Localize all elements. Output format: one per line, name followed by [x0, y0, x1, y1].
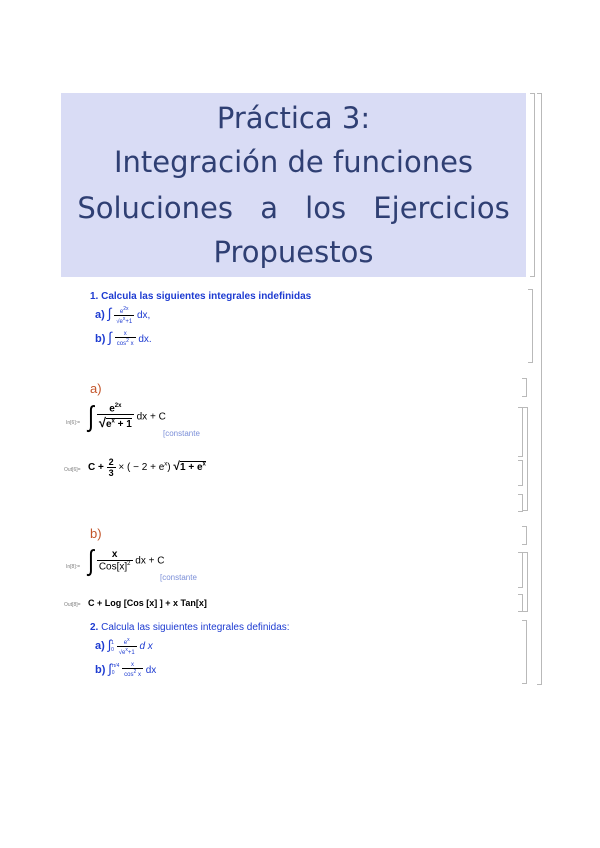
denominator-tail: x: [137, 672, 141, 679]
differential: dx,: [136, 310, 151, 321]
result-middle: × ( − 2 + e: [118, 462, 165, 474]
title-line-4: Propuestos: [213, 235, 374, 269]
section1-heading-text: Calcula las siguientes integrales indefinidas: [101, 291, 312, 302]
cell-bracket[interactable]: [528, 289, 533, 363]
item-a-label: a): [95, 309, 105, 321]
section2-heading: [90, 622, 290, 633]
integral-sign-icon: ∫: [108, 329, 113, 345]
exponent: x: [202, 461, 206, 468]
item-b-label: b): [95, 664, 106, 676]
exponent: x: [127, 637, 130, 643]
cell-bracket[interactable]: [518, 594, 523, 612]
integral-sign-icon: ∫: [107, 305, 112, 321]
fraction-denominator: √e: [116, 318, 123, 325]
integral-sign-icon: ∫: [107, 637, 112, 653]
fraction-denominator: 3: [108, 468, 114, 478]
section1-item-b: [95, 329, 152, 347]
sqrt-icon: √: [173, 459, 181, 474]
fraction-denominator: Cos[x]: [98, 561, 128, 573]
differential: dx: [145, 665, 157, 676]
part-a-input[interactable]: [88, 399, 166, 433]
exponent: 2: [133, 669, 137, 676]
part-b-output: C + Log [Cos [x] ] + x Tan[x]: [88, 598, 207, 608]
fraction-denominator: cos: [124, 672, 134, 679]
exponent: x: [122, 315, 126, 322]
lower-limit: 0: [111, 670, 115, 677]
fraction-denominator: cos: [116, 341, 127, 348]
fraction-numerator: e: [123, 640, 128, 646]
fraction-numerator: 2: [108, 457, 114, 467]
input-tag: In[8]:=: [66, 564, 81, 570]
cell-bracket[interactable]: [523, 552, 528, 612]
denominator-tail: x: [130, 341, 134, 348]
cell-bracket[interactable]: [522, 526, 527, 545]
sqrt-icon: √: [98, 415, 106, 431]
fraction-denominator: e: [105, 419, 112, 431]
part-a-output: [88, 457, 206, 478]
denominator-tail: +1: [127, 650, 135, 656]
title-line-2: Integración de funciones: [113, 145, 474, 179]
section1-heading: [90, 291, 311, 302]
exponent: 2x: [123, 305, 129, 312]
section1-number: 1.: [90, 291, 99, 302]
input-tag: In[6]:=: [66, 420, 81, 426]
part-b-label: b): [90, 526, 102, 541]
differential: dx.: [138, 334, 152, 345]
result-tail: ): [167, 462, 171, 474]
root-content: 1 + e: [180, 462, 203, 474]
upper-limit: 1: [111, 639, 114, 646]
result-constant: C +: [88, 462, 104, 474]
cell-bracket[interactable]: [523, 407, 528, 511]
fraction-numerator: e: [109, 403, 115, 415]
integral-sign-icon: ∫: [88, 399, 95, 433]
title-cell: [61, 93, 526, 277]
section2-item-a: [95, 637, 153, 656]
constant-hint: [constante: [160, 573, 197, 582]
part-a-label: a): [90, 381, 102, 396]
cell-bracket[interactable]: [530, 93, 535, 277]
cell-bracket[interactable]: [518, 460, 523, 486]
cell-bracket[interactable]: [518, 494, 523, 512]
exponent: 2: [127, 561, 131, 568]
title-line-1: Práctica 3:: [216, 101, 371, 135]
section2-item-b: [95, 661, 156, 678]
denominator-tail: + 1: [117, 419, 132, 431]
output-tag: Out[8]=: [64, 602, 81, 608]
exponent: 2: [126, 338, 129, 345]
section1-item-a: [95, 305, 150, 325]
lower-limit: 0: [111, 646, 114, 653]
differential: dx + C: [135, 555, 165, 567]
part-b-input[interactable]: [88, 544, 165, 577]
fraction-denominator: √e: [118, 650, 126, 656]
title-line-3: Soluciones a los Ejercicios: [77, 191, 510, 225]
fraction-numerator: x: [97, 549, 133, 561]
exponent: x: [164, 461, 168, 468]
exponent: x: [125, 647, 128, 653]
item-a-label: a): [95, 640, 105, 653]
exponent: 2x: [114, 403, 122, 409]
section2-heading-text: Calcula las siguientes integrales definidas:: [101, 622, 290, 633]
section2-number: 2.: [90, 622, 99, 633]
cell-bracket[interactable]: [522, 378, 527, 397]
group-bracket[interactable]: [537, 93, 542, 685]
integral-sign-icon: ∫: [88, 544, 95, 577]
item-b-label: b): [95, 333, 106, 345]
differential: d x: [139, 641, 153, 653]
differential: dx + C: [136, 411, 166, 423]
integral-sign-icon: ∫: [108, 661, 112, 676]
constant-hint: [constante: [163, 429, 200, 438]
cell-bracket[interactable]: [522, 620, 527, 684]
fraction-numerator: e: [119, 308, 124, 315]
fraction-numerator: x: [115, 331, 136, 338]
upper-limit: π/4: [111, 663, 120, 670]
exponent: x: [111, 419, 115, 425]
fraction-numerator: x: [122, 662, 143, 669]
output-tag: Out[6]=: [64, 467, 81, 473]
denominator-tail: +1: [125, 318, 133, 325]
